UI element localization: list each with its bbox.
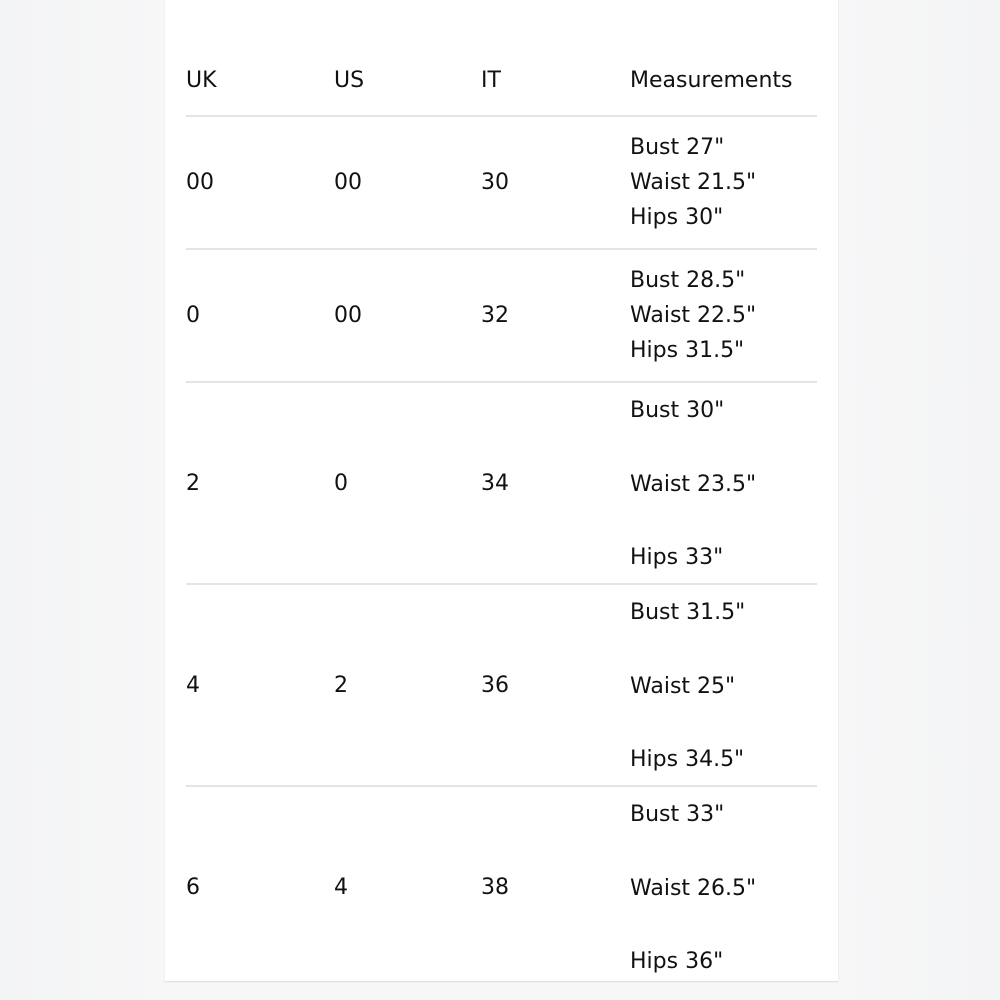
measurement-hips: Hips 31.5" bbox=[630, 338, 745, 363]
measurement-waist: Waist 25" bbox=[630, 673, 736, 699]
measurement-bust: Bust 33" bbox=[630, 802, 725, 827]
header-uk: UK bbox=[186, 68, 217, 93]
measurement-hips: Hips 30" bbox=[630, 205, 724, 230]
measurement-hips: Hips 36" bbox=[630, 949, 724, 974]
table-row bbox=[186, 383, 817, 585]
measurement-bust: Bust 31.5" bbox=[630, 600, 746, 625]
table-header-row bbox=[186, 52, 817, 117]
cell-measurements bbox=[630, 585, 817, 785]
cell-us: 2 bbox=[334, 672, 348, 698]
size-table bbox=[186, 52, 817, 987]
cell-it: 30 bbox=[481, 170, 509, 195]
cell-us: 00 bbox=[334, 170, 362, 195]
table-row bbox=[186, 250, 817, 383]
cell-us: 0 bbox=[334, 470, 348, 496]
header-us: US bbox=[334, 68, 365, 93]
cell-us: 00 bbox=[334, 303, 362, 328]
cell-measurements bbox=[630, 787, 817, 987]
measurement-bust: Bust 28.5" bbox=[630, 268, 746, 293]
table-row bbox=[186, 585, 817, 787]
measurement-hips: Hips 33" bbox=[630, 545, 724, 570]
table-row bbox=[186, 117, 817, 250]
cell-uk: 2 bbox=[186, 470, 200, 496]
measurement-bust: Bust 27" bbox=[630, 135, 725, 160]
cell-uk: 00 bbox=[186, 170, 214, 195]
cell-uk: 6 bbox=[186, 874, 200, 900]
cell-uk: 4 bbox=[186, 672, 200, 698]
measurement-waist: Waist 22.5" bbox=[630, 303, 757, 328]
cell-measurements bbox=[630, 117, 817, 248]
measurement-hips: Hips 34.5" bbox=[630, 747, 745, 772]
cell-it: 32 bbox=[481, 303, 509, 328]
cell-it: 34 bbox=[481, 470, 509, 496]
cell-measurements bbox=[630, 250, 817, 381]
measurement-bust: Bust 30" bbox=[630, 398, 725, 423]
cell-measurements bbox=[630, 383, 817, 583]
measurement-waist: Waist 23.5" bbox=[630, 471, 757, 497]
cell-uk: 0 bbox=[186, 303, 200, 328]
size-guide-card bbox=[165, 0, 838, 982]
table-row bbox=[186, 787, 817, 987]
header-it: IT bbox=[481, 68, 501, 93]
cell-it: 38 bbox=[481, 874, 509, 900]
measurement-waist: Waist 26.5" bbox=[630, 875, 757, 901]
cell-it: 36 bbox=[481, 672, 509, 698]
header-measurements: Measurements bbox=[630, 68, 793, 93]
measurement-waist: Waist 21.5" bbox=[630, 170, 757, 195]
cell-us: 4 bbox=[334, 874, 348, 900]
